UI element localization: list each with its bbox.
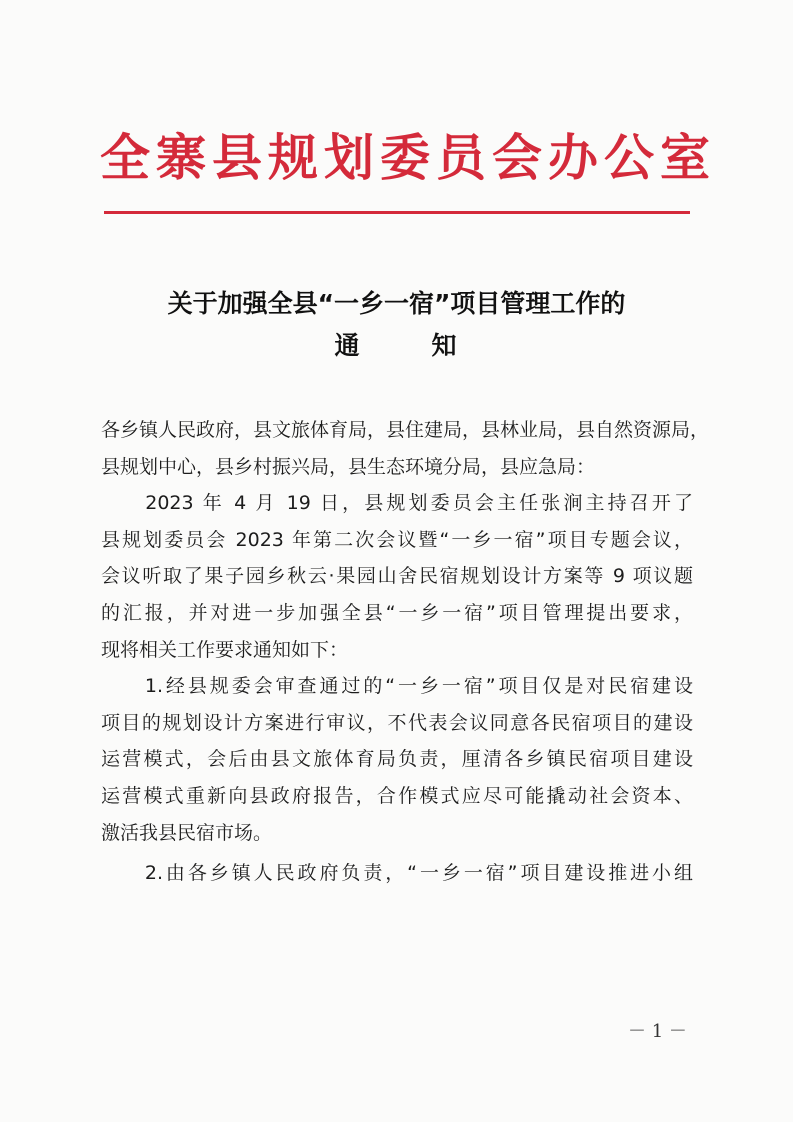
title-char-tong: 通 (334, 331, 362, 360)
paragraph-item-2 (101, 855, 693, 892)
body-line: 运营模式，会后由县文旅体育局负责，厘清各乡镇民宿项目建设 (101, 748, 693, 771)
body-line: 的汇报，并对进一步加强全县“一乡一宿”项目管理提出要求， (101, 601, 693, 624)
body-line: 2.由各乡镇人民政府负责，“一乡一宿”项目建设推进小组 (101, 862, 693, 885)
masthead-org-name: 全寨县规划委员会办公室 (100, 128, 716, 187)
page-number: － 1 － (628, 1021, 687, 1042)
body-line: 县规划中心，县乡村振兴局，县生态环境分局，县应急局： (101, 455, 596, 478)
body-line: 运营模式重新向县政府报告，合作模式应尽可能撬动社会资本、 (101, 784, 693, 807)
body-line: 会议听取了果子园乡秋云·果园山舍民宿规划设计方案等 9 项议题 (101, 565, 693, 588)
document-title-line-1: 关于加强全县“一乡一宿”项目管理工作的 (167, 289, 626, 318)
body-line: 县规划委员会 2023 年第二次会议暨“一乡一宿”项目专题会议， (101, 528, 693, 551)
body-line: 2023 年 4 月 19 日，县规划委员会主任张涧主持召开了 (101, 492, 693, 515)
document-body (101, 412, 710, 892)
title-char-zhi: 知 (431, 331, 459, 360)
body-line: 项目的规划设计方案进行审议，不代表会议同意各民宿项目的建设 (101, 711, 693, 734)
body-line: 1.经县规委会审查通过的“一乡一宿”项目仅是对民宿建设 (101, 675, 693, 698)
paragraph-meeting-summary (101, 485, 693, 668)
addressee-paragraph (101, 412, 710, 485)
paragraph-item-1 (101, 668, 693, 851)
document-title-line-2 (100, 326, 693, 362)
body-line: 现将相关工作要求通知如下： (101, 638, 349, 661)
body-line: 激活我县民宿市场。 (101, 821, 273, 844)
masthead-red-rule (104, 211, 690, 214)
body-line: 各乡镇人民政府，县文旅体育局，县住建局，县林业局，县自然资源局， (101, 419, 710, 441)
